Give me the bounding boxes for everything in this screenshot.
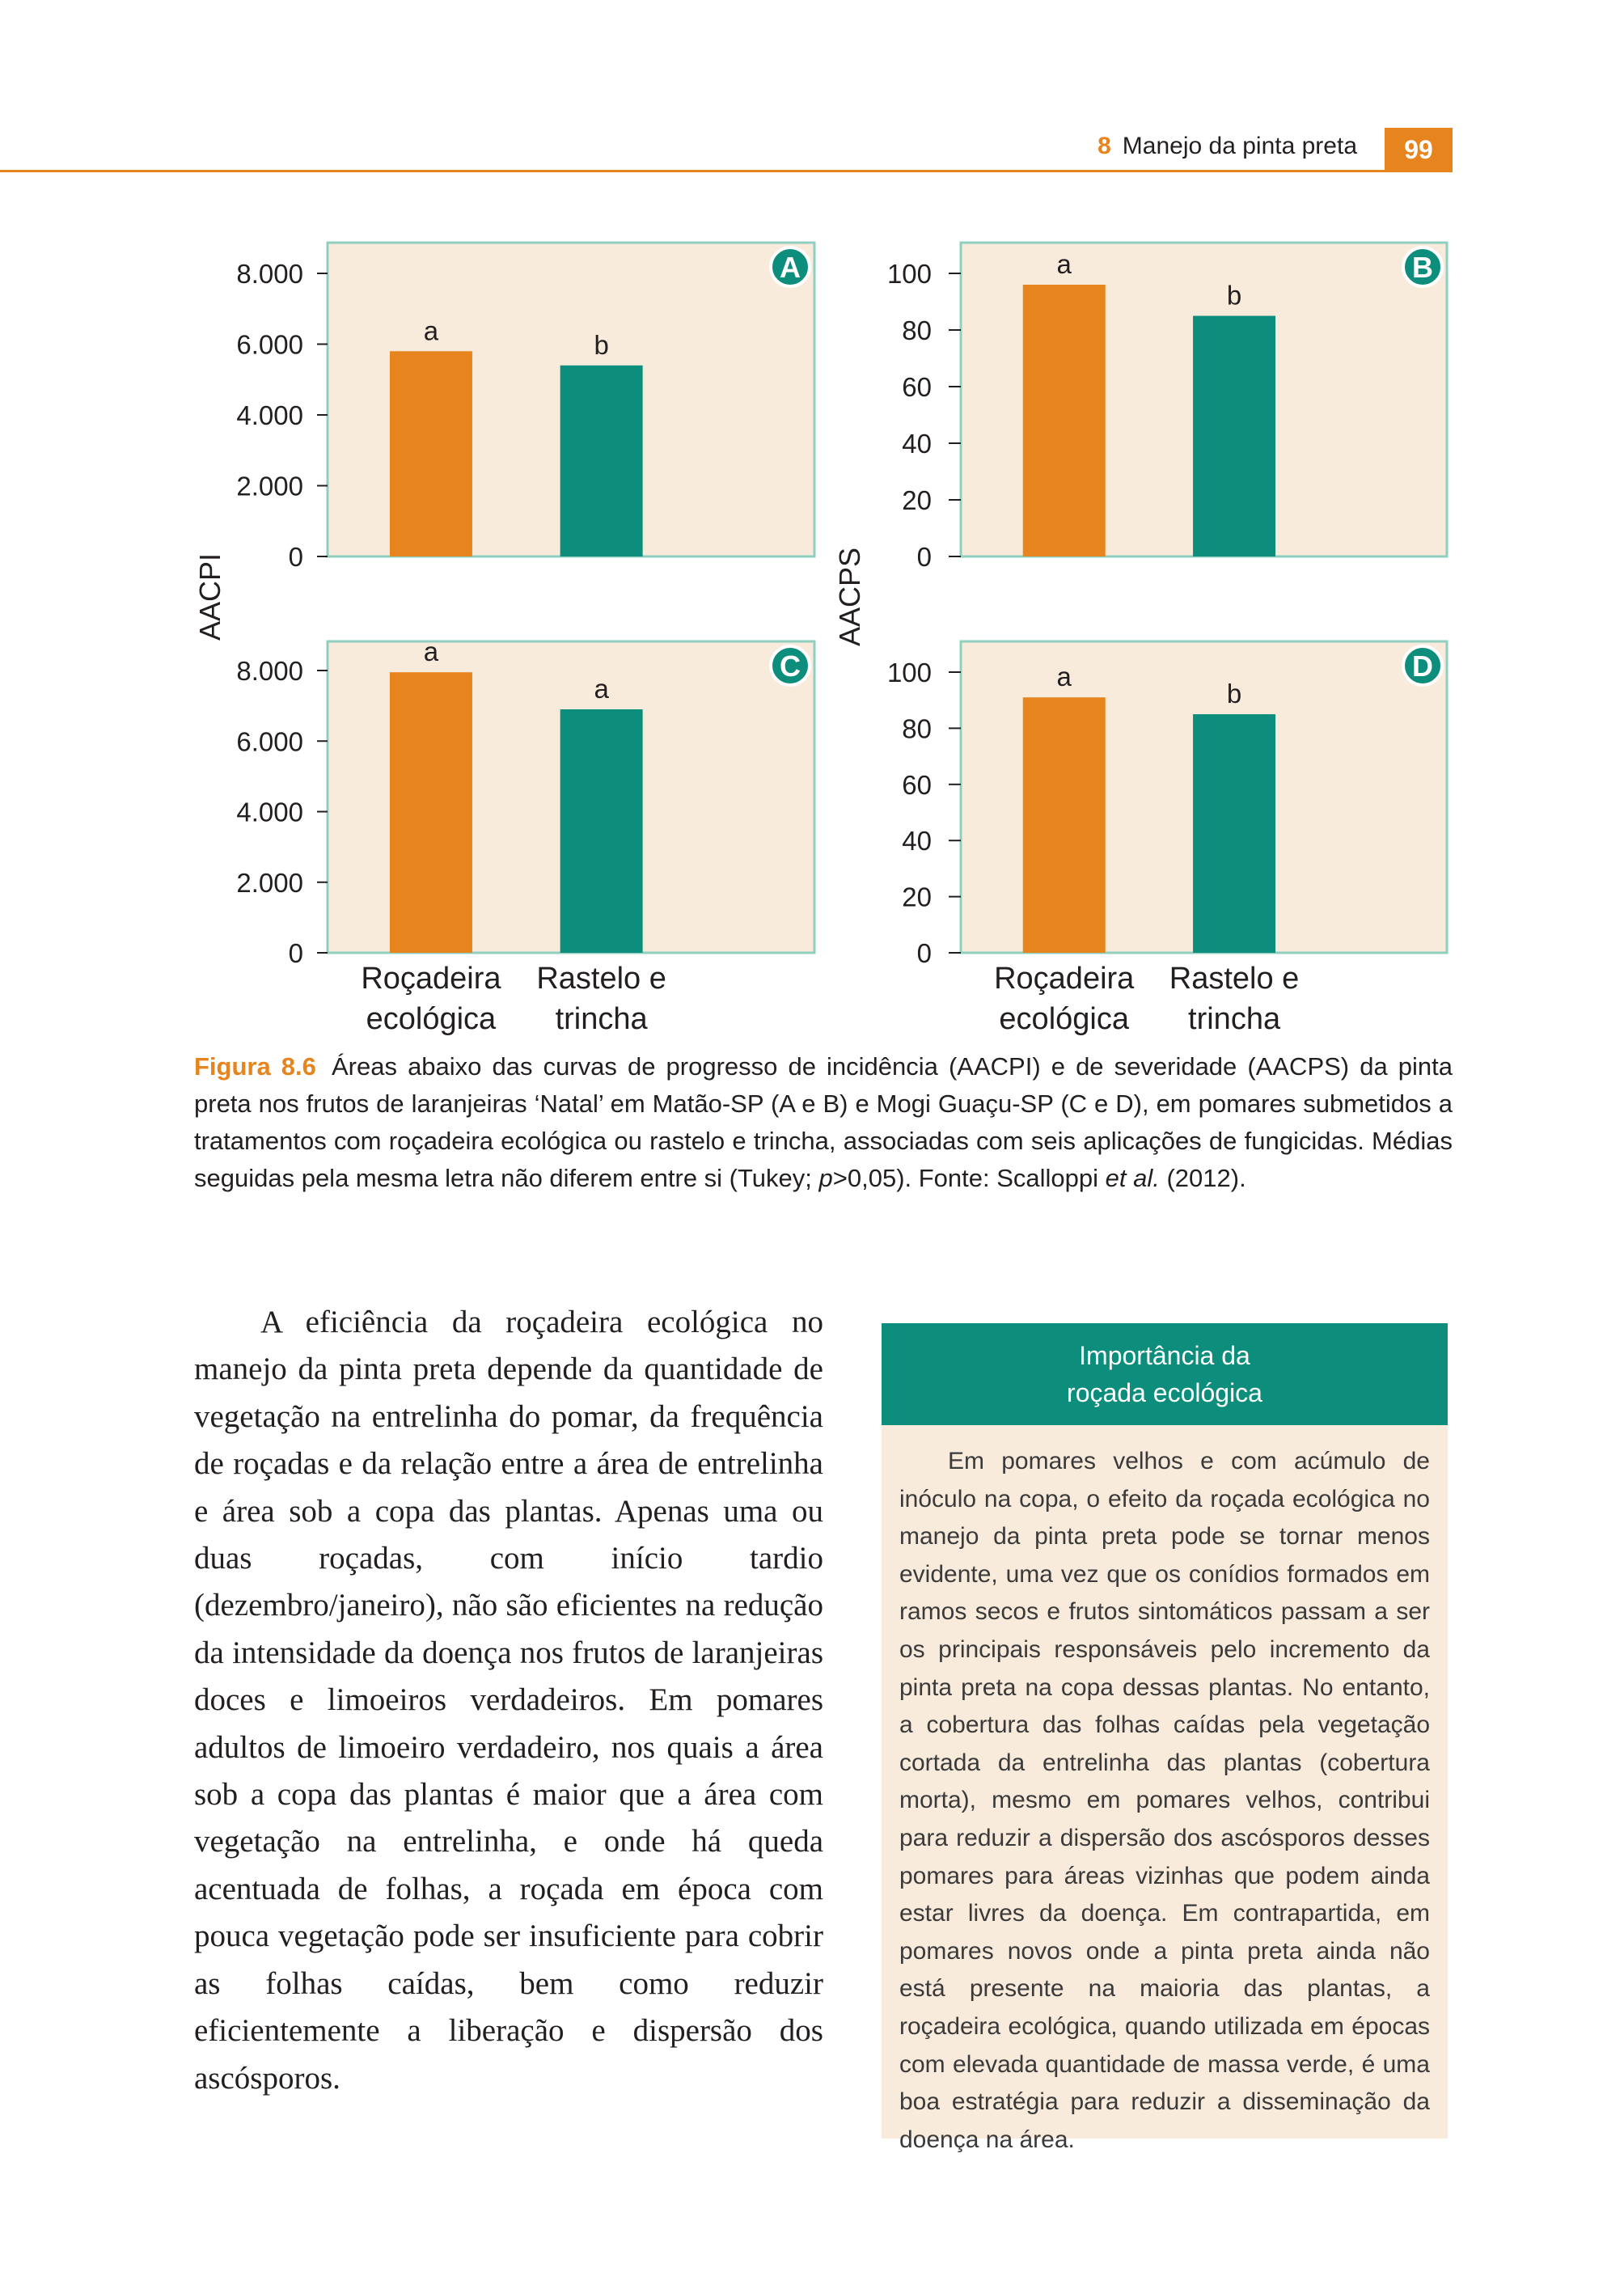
caption-text-1: Áreas abaixo das curvas de progresso de incidência (AACPI) e de severidade (AACPS) da pinta preta nos frutos de laranjeiras ‘Natal’ em Matão-SP (A e B) e Mogi Guaçu-SP (C e D), em pomares submetidos a tratamentos com roçadeira ecológica ou rastelo e trincha, associadas com seis aplicações de fungicidas. Médias seguidas pela mesma letra não diferem entre si (Tukey; [194,1052,1453,1192]
y-tick-label: 40 [902,429,932,459]
significance-letter: a [1056,662,1072,692]
y-tick-label: 4.000 [236,400,303,430]
chapter-number: 8 [1097,133,1111,159]
x-category-label: trincha [555,1002,648,1036]
y-tick-label: 6.000 [236,726,303,757]
chapter-title: Manejo da pinta preta [1122,133,1357,159]
caption-text-2: >0,05). Fonte: Scalloppi [832,1164,1106,1192]
y-tick-label: 0 [916,542,932,572]
sidebar-title-line-1: Importância da [1079,1341,1250,1370]
panel-badge-letter: B [1412,251,1433,284]
figure-label: Figura 8.6 [194,1052,316,1081]
caption-p: p [818,1164,833,1192]
y-tick-label: 20 [902,882,932,912]
x-category-label: trincha [1188,1002,1281,1036]
significance-letter: b [1226,679,1242,709]
significance-letter: a [1056,249,1072,279]
chart-panel-d [887,641,1447,1036]
bar-rastelo [560,709,643,953]
bar-rocadeira [390,672,472,953]
significance-letter: b [1226,280,1242,311]
y-tick-label: 8.000 [236,656,303,686]
y-tick-label: 0 [288,938,303,968]
sidebar-box [882,1323,1448,2153]
chart-panel-b [887,243,1447,572]
figure-8-6 [0,0,1624,1068]
sidebar-title [882,1323,1448,1425]
x-category-label: ecológica [999,1002,1129,1036]
page-number: 99 [1385,128,1453,171]
x-category-label: Rastelo e [1169,962,1300,996]
bar-rastelo [1193,316,1275,557]
significance-letter: a [423,637,439,667]
y-tick-label: 2.000 [236,867,303,898]
bar-rocadeira [390,351,472,556]
y-axis-label-aacpi: AACPI [193,552,226,641]
sidebar-title-line-2: roçada ecológica [1067,1378,1262,1407]
y-tick-label: 0 [916,938,932,968]
caption-et-al: et al. [1105,1164,1160,1192]
x-category-label: Roçadeira [361,962,501,996]
bar-rocadeira [1023,697,1106,953]
bar-rocadeira [1023,285,1106,556]
body-paragraph: A eficiência da roçadeira ecológica no manejo da pinta preta depende da quantidade de vegetação na entrelinha do pomar, da frequência de roçadas e da relação entre a área de entrelinha e área sob a copa das plantas. Apenas uma ou duas roçadas, com início tardio (dezembro/janeiro), não são eficientes na redução da intensidade da doença nos frutos de laranjeiras doces e limoeiros verdadeiros. Em pomares adultos de limoeiro verdadeiro, nos quais a área sob a copa das plantas é maior que a área com vegetação na entrelinha, e onde há queda acentuada de folhas, a roçada em época com pouca vegetação pode ser insuficiente para cobrir as folhas caídas, bem como reduzir eficientemente a liberação e dispersão dos ascósporos. [194,1305,823,2096]
y-axis-label-aacps: AACPS [833,547,866,647]
y-tick-label: 100 [886,259,932,289]
sidebar-text: Em pomares velhos e com acúmulo de inóculo na copa, o efeito da roçada ecológica no manejo da pinta preta pode se tornar menos evidente, uma vez que os conídios formados em ramos secos e frutos sintomáticos passam a ser os principais responsáveis pelo incremento da pinta preta na copa dessas plantas. No entanto, a cobertura das folhas caídas pela vegetação cortada da entrelinha das plantas (cobertura morta), mesmo em pomares velhos, contribui para reduzir a dispersão dos ascósporos desses pomares para áreas vizinhas que podem ainda estar livres da doença. Em contrapartida, em pomares novos onde a pinta preta ainda não está presente na maioria das plantas, a roçadeira ecológica, quando utilizada em épocas com elevada quantidade de massa verde, é uma boa estratégia para reduzir a disseminação da doença na área. [899,1448,1430,2153]
chart-panel-c [236,637,814,1036]
y-tick-label: 80 [902,315,932,345]
significance-letter: b [594,329,609,360]
x-category-label: Roçadeira [994,962,1135,996]
panel-badge-letter: A [780,251,801,284]
y-tick-label: 40 [902,826,932,857]
y-tick-label: 6.000 [236,329,303,360]
y-tick-label: 60 [902,769,932,800]
bar-rastelo [1193,714,1275,953]
y-tick-label: 4.000 [236,797,303,827]
y-tick-label: 60 [902,372,932,402]
chart-panel-a [236,243,814,572]
figure-caption [194,1048,1453,1197]
y-tick-label: 2.000 [236,471,303,501]
caption-text-3: (2012). [1159,1164,1246,1192]
y-tick-label: 20 [902,485,932,515]
panel-badge-letter: C [780,649,801,683]
y-tick-label: 80 [902,713,932,744]
significance-letter: a [594,673,609,704]
y-tick-label: 8.000 [236,259,303,289]
x-category-label: Rastelo e [536,962,666,996]
y-tick-label: 0 [288,542,303,572]
panel-badge-letter: D [1412,649,1433,683]
significance-letter: a [423,315,439,346]
y-tick-label: 100 [886,658,932,687]
bar-rastelo [560,366,643,556]
x-category-label: ecológica [366,1002,497,1036]
